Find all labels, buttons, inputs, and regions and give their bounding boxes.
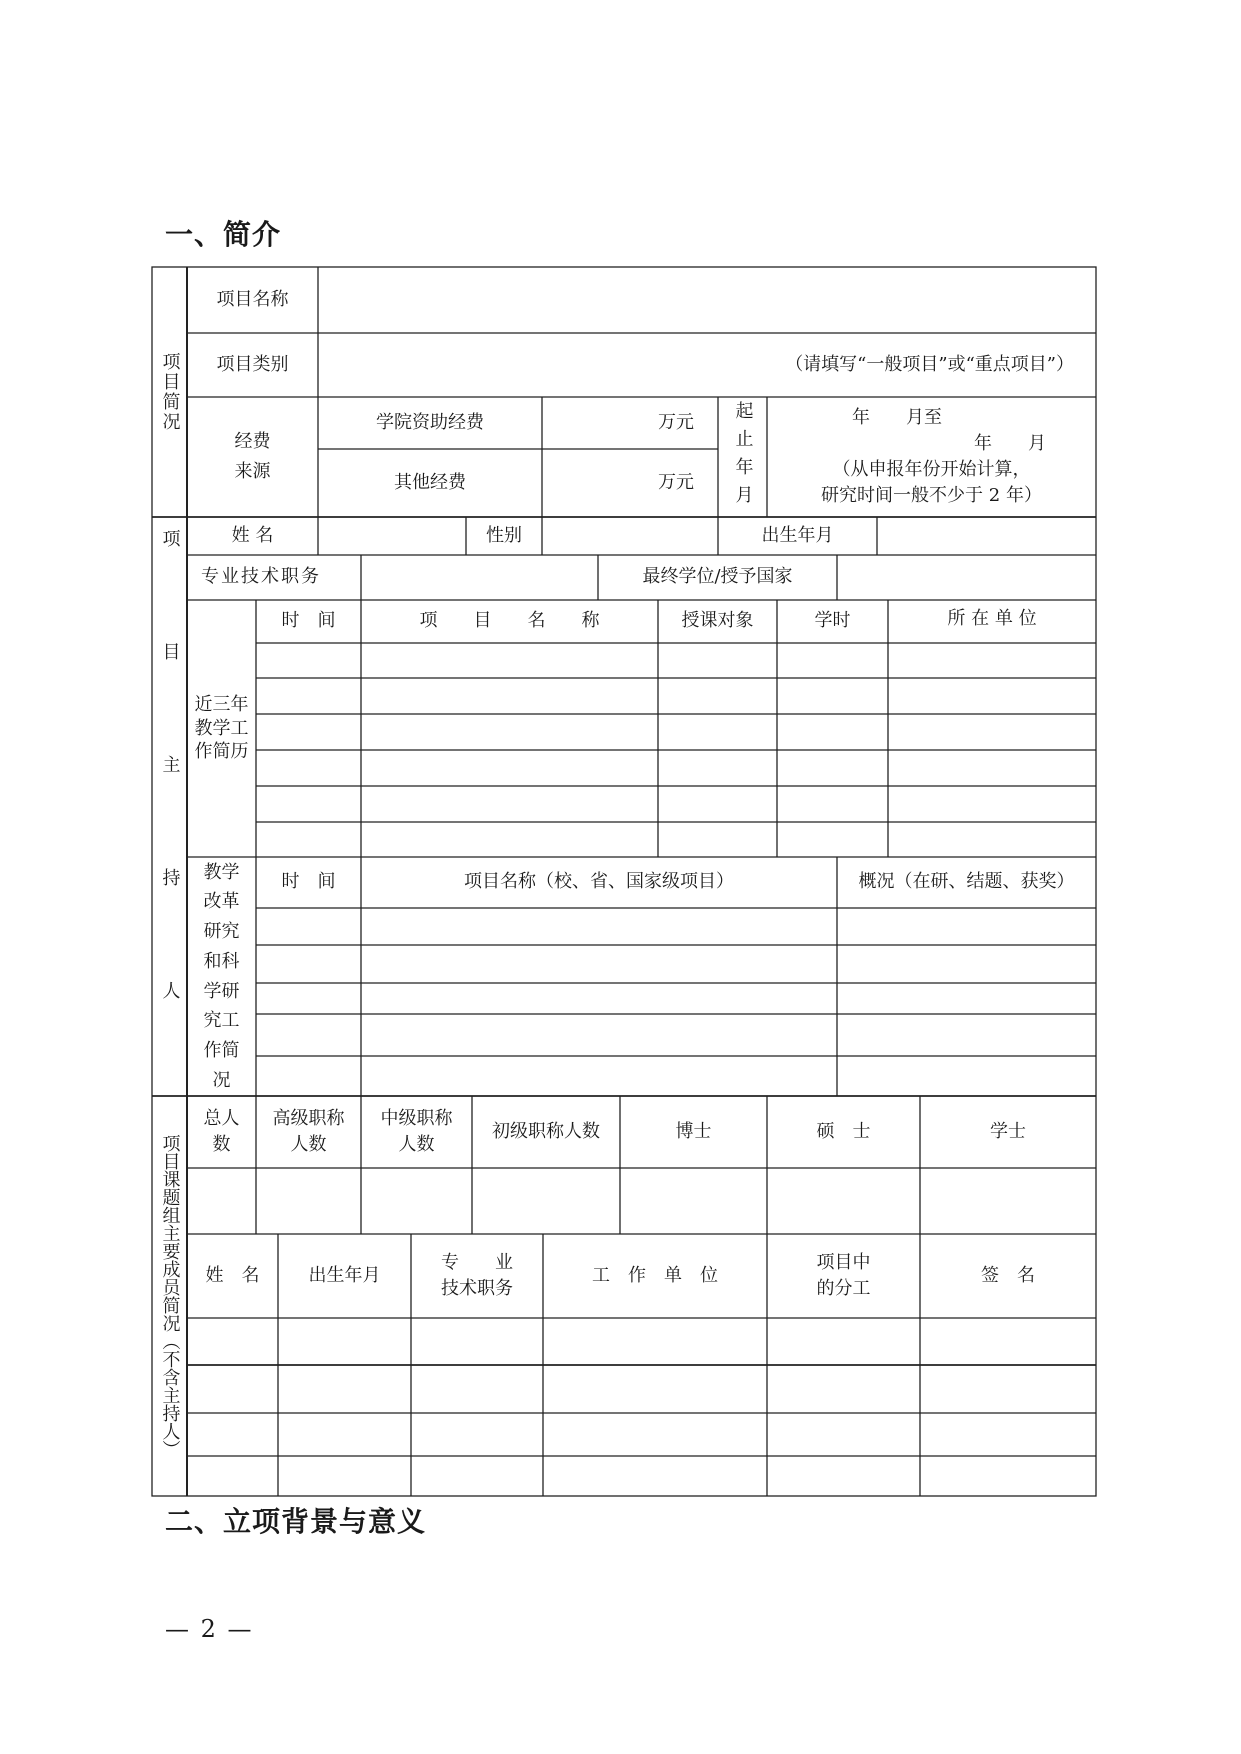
period-note-1: （从申报年份开始计算， [832, 459, 1031, 480]
period-note-2: 研究时间一般不少于 2 年） [821, 485, 1042, 507]
member-col-unit: 工 作 单 位 [592, 1264, 718, 1286]
research-col-status: 概况（在研、结题、获奖） [858, 871, 1075, 893]
gender-field[interactable] [544, 519, 716, 553]
member-col-title-text: 专 业技术职务 [441, 1251, 513, 1299]
professional-title-label: 专业技术职务 [201, 566, 321, 588]
project-name-field[interactable] [320, 269, 1094, 331]
birth-date-field[interactable] [879, 519, 1094, 553]
overview-side-label: 项目简况 [159, 352, 181, 432]
team-col-intermediate-text: 中级职称人数 [380, 1107, 453, 1155]
degree-label: 最终学位/授予国家 [642, 566, 793, 588]
team-col-total [187, 1096, 256, 1168]
teaching-history-rows[interactable] [257, 644, 1095, 856]
host-side-label: 项目主持人 [159, 529, 181, 1094]
project-type-label: 项目类别 [216, 353, 289, 375]
member-col-signature: 签 名 [981, 1264, 1035, 1286]
team-col-senior-text: 高级职称人数 [272, 1107, 345, 1155]
teaching-col-hours: 学时 [814, 610, 851, 632]
team-side-label: 项目课题组主要成员简况︵不含主持人︶ [159, 1134, 181, 1458]
page-number: — 2 — [165, 1615, 254, 1643]
project-type-field[interactable]: （请填写“一般项目”或“重点项目”） [785, 353, 1074, 375]
team-col-phd: 博士 [675, 1120, 712, 1142]
other-funding-field[interactable]: 万元 [658, 471, 694, 493]
teaching-history-label [187, 600, 256, 857]
host-name-label: 姓 名 [231, 524, 274, 546]
other-funding-label: 其他经费 [394, 471, 466, 493]
period-start: 年 月至 [852, 406, 942, 428]
teaching-col-time: 时 间 [281, 610, 336, 632]
team-col-intermediate [361, 1096, 472, 1168]
section-heading-background: 二、立项背景与意义 [165, 1505, 427, 1538]
research-col-project: 项目名称（校、省、国家级项目） [464, 871, 734, 893]
teaching-col-project: 项 目 名 称 [419, 610, 600, 632]
team-col-bachelor: 学士 [990, 1120, 1026, 1142]
member-col-birth: 出生年月 [308, 1264, 381, 1286]
birth-date-label: 出生年月 [761, 524, 834, 546]
period-end: 年 月 [974, 432, 1046, 454]
college-funding-label: 学院资助经费 [376, 411, 484, 433]
college-funding-field[interactable]: 万元 [658, 411, 694, 433]
team-col-master: 硕 士 [816, 1120, 871, 1142]
project-name-label: 项目名称 [216, 288, 289, 310]
degree-field[interactable] [839, 557, 1094, 598]
team-col-senior [256, 1096, 361, 1168]
research-history-text: 教学改革研究和科学研究工作简况 [203, 861, 240, 1091]
team-col-junior: 初级职称人数 [492, 1120, 600, 1142]
member-rows[interactable] [188, 1319, 1095, 1495]
team-count-row[interactable] [188, 1169, 1095, 1233]
funding-source-label [187, 397, 318, 517]
gender-label: 性别 [486, 524, 522, 546]
member-col-role [767, 1234, 920, 1318]
period-field[interactable] [767, 397, 1096, 517]
research-history-rows[interactable] [257, 909, 1095, 1095]
teaching-col-unit: 所 在 单 位 [947, 607, 1037, 629]
teaching-history-text: 近三年教学工作简历 [194, 694, 249, 763]
member-col-role-text: 项目中的分工 [816, 1251, 871, 1299]
research-col-time: 时 间 [281, 871, 336, 893]
team-col-total-text: 总人数 [203, 1107, 240, 1155]
professional-title-field[interactable] [363, 557, 596, 598]
section-heading-intro: 一、简介 [165, 218, 282, 251]
member-col-title [411, 1234, 543, 1318]
funding-source-text: 经费来源 [234, 431, 271, 482]
member-col-name: 姓 名 [205, 1264, 260, 1286]
period-label: 起止年月 [732, 401, 754, 513]
host-name-field[interactable] [320, 519, 464, 553]
research-history-label [187, 857, 256, 1096]
teaching-col-audience: 授课对象 [681, 610, 754, 632]
